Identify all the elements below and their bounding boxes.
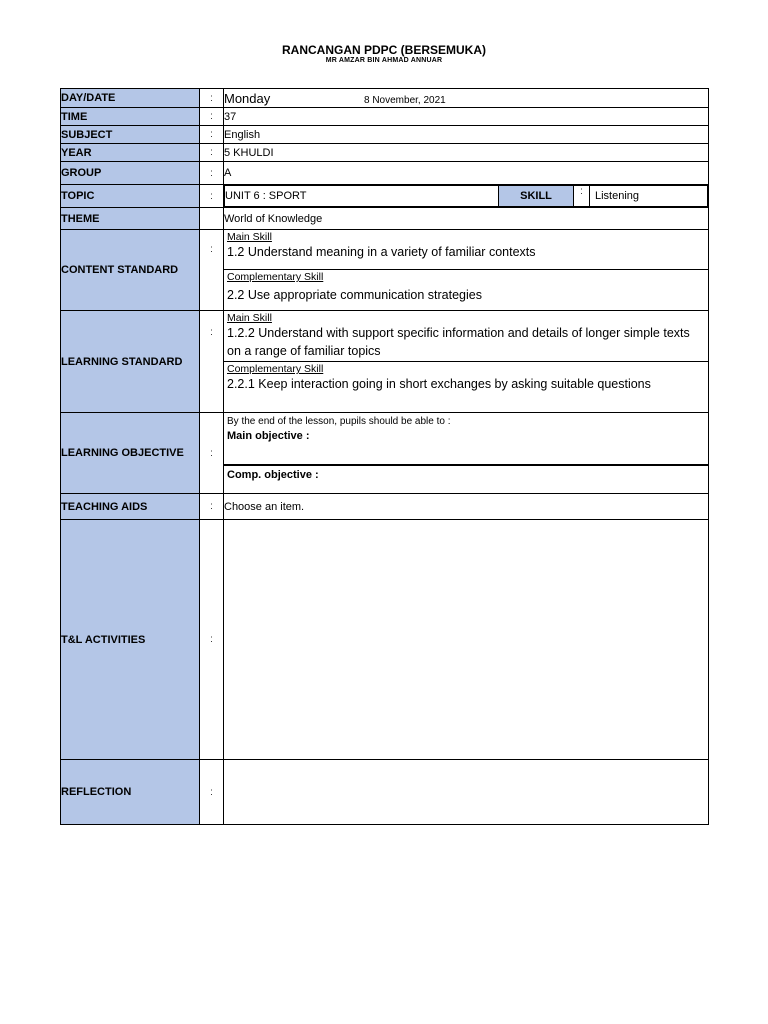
activities-label: T&L ACTIVITIES	[61, 520, 200, 760]
topic-value[interactable]: UNIT 6 : SPORT	[225, 186, 499, 207]
content-standard-cell	[224, 230, 709, 311]
lo-main-label[interactable]: Main objective :	[227, 430, 310, 442]
row-teaching-aids	[61, 494, 709, 520]
row-reflection	[61, 760, 709, 825]
page-title: RANCANGAN PDPC (BERSEMUKA)	[282, 43, 486, 57]
ls-main-value[interactable]: 1.2.2 Understand with support specific information and details of longer simple texts on a range of familiar topics	[227, 326, 690, 358]
cs-comp-heading: Complementary Skill	[227, 271, 324, 283]
row-content-standard	[61, 230, 709, 311]
ls-comp-heading: Complementary Skill	[227, 363, 324, 375]
lesson-plan-table	[60, 88, 709, 825]
theme-label: THEME	[61, 208, 200, 230]
teaching-aids-select[interactable]: Choose an item.	[224, 494, 709, 520]
time-label: TIME	[61, 108, 200, 126]
topic-cell	[224, 185, 709, 208]
date-value[interactable]: 8 November, 2021	[364, 94, 446, 106]
day-date-label: DAY/DATE	[61, 89, 200, 108]
day-value[interactable]: Monday	[224, 90, 271, 106]
row-theme	[61, 208, 709, 230]
group-label: GROUP	[61, 162, 200, 185]
content-standard-label: CONTENT STANDARD	[61, 230, 200, 311]
ls-main-heading: Main Skill	[227, 312, 272, 324]
group-value[interactable]: A	[224, 162, 709, 185]
teacher-name: MR AMZAR BIN AHMAD ANNUAR	[325, 57, 443, 64]
colon: :	[200, 108, 224, 126]
row-topic	[61, 185, 709, 208]
ls-comp-value[interactable]: 2.2.1 Keep interaction going in short exchanges by asking suitable questions	[227, 377, 651, 391]
time-value[interactable]: 37	[224, 108, 709, 126]
theme-value[interactable]: World of Knowledge	[224, 208, 709, 230]
activities-field[interactable]	[224, 520, 709, 760]
reflection-field[interactable]	[224, 760, 709, 825]
row-year	[61, 144, 709, 162]
colon: :	[200, 185, 224, 208]
colon-blank	[200, 208, 224, 230]
colon: :	[200, 162, 224, 185]
reflection-label: REFLECTION	[61, 760, 200, 825]
lo-intro: By the end of the lesson, pupils should be able to :	[227, 416, 451, 427]
skill-label: SKILL	[499, 186, 574, 207]
colon: :	[200, 126, 224, 144]
row-day-date	[61, 89, 709, 108]
row-time	[61, 108, 709, 126]
skill-value[interactable]: Listening	[590, 186, 708, 207]
row-group	[61, 162, 709, 185]
colon: :	[200, 520, 224, 760]
year-label: YEAR	[61, 144, 200, 162]
teaching-aids-label: TEACHING AIDS	[61, 494, 200, 520]
topic-label: TOPIC	[61, 185, 200, 208]
cs-main-value[interactable]: 1.2 Understand meaning in a variety of familiar contexts	[227, 245, 536, 259]
learning-standard-label: LEARNING STANDARD	[61, 311, 200, 413]
learning-objective-label: LEARNING OBJECTIVE	[61, 413, 200, 494]
colon: :	[200, 413, 224, 494]
row-learning-standard	[61, 311, 709, 413]
colon: :	[200, 144, 224, 162]
row-activities	[61, 520, 709, 760]
subject-label: SUBJECT	[61, 126, 200, 144]
colon: :	[200, 760, 224, 825]
learning-standard-cell	[224, 311, 709, 413]
colon: :	[200, 230, 224, 311]
day-date-field[interactable]	[224, 89, 709, 108]
subject-value[interactable]: English	[224, 126, 709, 144]
colon: :	[200, 311, 224, 413]
row-subject	[61, 126, 709, 144]
year-value[interactable]: 5 KHULDI	[224, 144, 709, 162]
learning-objective-cell	[224, 413, 709, 494]
row-learning-objective	[61, 413, 709, 494]
lo-comp-label[interactable]: Comp. objective :	[227, 469, 319, 481]
colon: :	[200, 494, 224, 520]
colon: :	[200, 89, 224, 108]
colon: :	[574, 186, 590, 207]
cs-main-heading: Main Skill	[227, 231, 272, 243]
cs-comp-value[interactable]: 2.2 Use appropriate communication strategies	[227, 288, 482, 302]
